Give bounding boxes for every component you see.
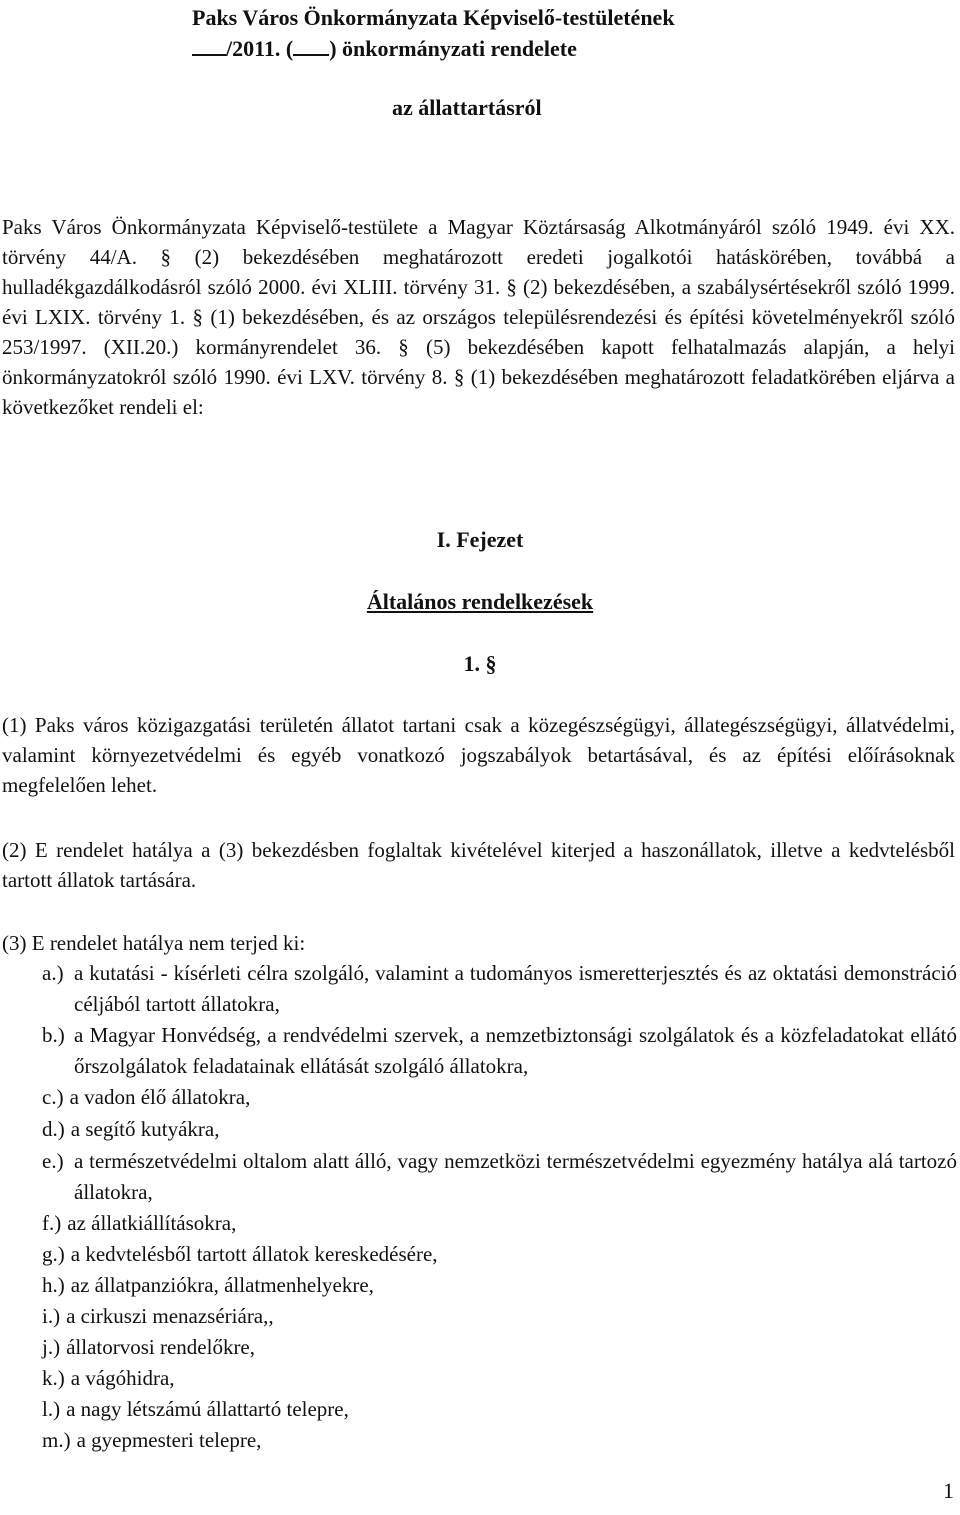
list-item-label: k.) [42,1366,65,1390]
list-item-label: i.) [42,1304,61,1328]
list-item-text: a vadon élő állatokra, [69,1085,251,1109]
list-item-label: a.) [42,961,64,985]
list-item-label: e.) [42,1149,64,1173]
chapter-number: I. Fejezet [436,527,524,552]
title-number: /2011. ( [226,36,294,61]
list-item [42,1082,957,1113]
list-item-text: a Magyar Honvédség, a rendvédelmi szervek, a nemzetbiztonsági szolgálatok és a közfeladatokat ellátó őrszolgálatok feladatainak ellátását szolgáló állatokra, [74,1023,957,1078]
list-item-text: a nagy létszámú állattartó telepre, [66,1397,349,1421]
paragraph-2: (2) E rendelet hatálya a (3) bekezdésben foglaltak kivételével kiterjed a haszonállatok, illetve a kedvtelésből tartott állatok tartására. [2,838,955,892]
list-item-label: f.) [42,1211,62,1235]
list-item-label: b.) [42,1023,65,1047]
list-item-text: a vágóhidra, [70,1366,175,1390]
list-item-label: c.) [42,1085,64,1109]
list-item-text: állatorvosi rendelőkre, [66,1335,256,1359]
list-item-label: j.) [42,1335,61,1359]
section-number: 1. § [463,651,497,676]
list-item-label: l.) [42,1397,61,1421]
list-item-text: a segítő kutyákra, [70,1117,220,1141]
list-item-text: a kutatási - kísérleti célra szolgáló, valamint a tudományos ismeretterjesztés és az oktatási demonstráció céljából tartott állatokra, [74,961,957,1016]
list-item-text: az állatkiállításokra, [67,1211,237,1235]
list-item-label: g.) [42,1242,65,1266]
list-item [42,1239,957,1270]
title-line-1: Paks Város Önkormányzata Képviselő-testületének [192,5,675,30]
list-item-text: a gyepmesteri telepre, [76,1428,262,1452]
list-item [42,1332,957,1363]
list-item [42,958,957,1020]
list-item [42,1363,957,1394]
paragraph-1: (1) Paks város közigazgatási területén állatot tartani csak a közegészségügyi, állategészségügyi, állatvédelmi, valamint környezetvédelmi és egyéb vonatkozó jogszabályok betartásával, és az építési előírásoknak megfelelően lehet. [2,713,955,797]
page-number: 1 [943,1478,954,1503]
chapter-title: Általános rendelkezések [366,589,594,614]
list-item-text: a természetvédelmi oltalom alatt álló, vagy nemzetközi természetvédelmi egyezmény hatálya alá tartozó állatokra, [74,1149,957,1204]
list-item-text: a cirkuszi menazsériára,, [66,1304,274,1328]
list-item-text: az állatpanziókra, állatmenhelyekre, [70,1273,374,1297]
list-item [42,1208,957,1239]
list-item [42,1301,957,1332]
list-item-label: h.) [42,1273,65,1297]
list-item [42,1270,957,1301]
date-blank [293,34,329,56]
preamble: Paks Város Önkormányzata Képviselő-testülete a Magyar Köztársaság Alkotmányáról szóló 1949. évi XX. törvény 44/A. § (2) bekezdésében meghatározott eredeti jogalkotói hatáskörében, továbbá a hulladékgazdálkodásról szóló 2000. évi XLIII. törvény 31. § (2) bekezdésében, a szabálysértésekről szóló 1999. évi LXIX. törvény 1. § (1) bekezdésében, és az országos településrendezési és építési követelményekről szóló 253/1997. (XII.20.) kormányrendelet 36. § (5) bekezdésében kapott felhatalmazás alapján, a helyi önkormányzatokról szóló 1990. évi LXV. törvény 8. § (1) bekezdésében meghatározott feladatkörében eljárva a következőket rendeli el: [2,215,955,419]
title-line-2 [192,33,792,64]
number-blank [192,34,226,56]
list-item [42,1146,957,1208]
paragraph-3: (3) E rendelet hatálya nem terjed ki: [2,931,306,955]
list-item [42,1425,957,1456]
list-item [42,1394,957,1425]
list-item [42,1114,957,1145]
list-item-text: a kedvtelésből tartott állatok kereskedésére, [70,1242,438,1266]
document-subtitle: az állattartásról [392,95,542,120]
list-item-label: d.) [42,1117,65,1141]
title-rest: ) önkormányzati rendelete [329,36,577,61]
document-title [192,2,792,64]
list-item-label: m.) [42,1428,71,1452]
list-item [42,1020,957,1082]
